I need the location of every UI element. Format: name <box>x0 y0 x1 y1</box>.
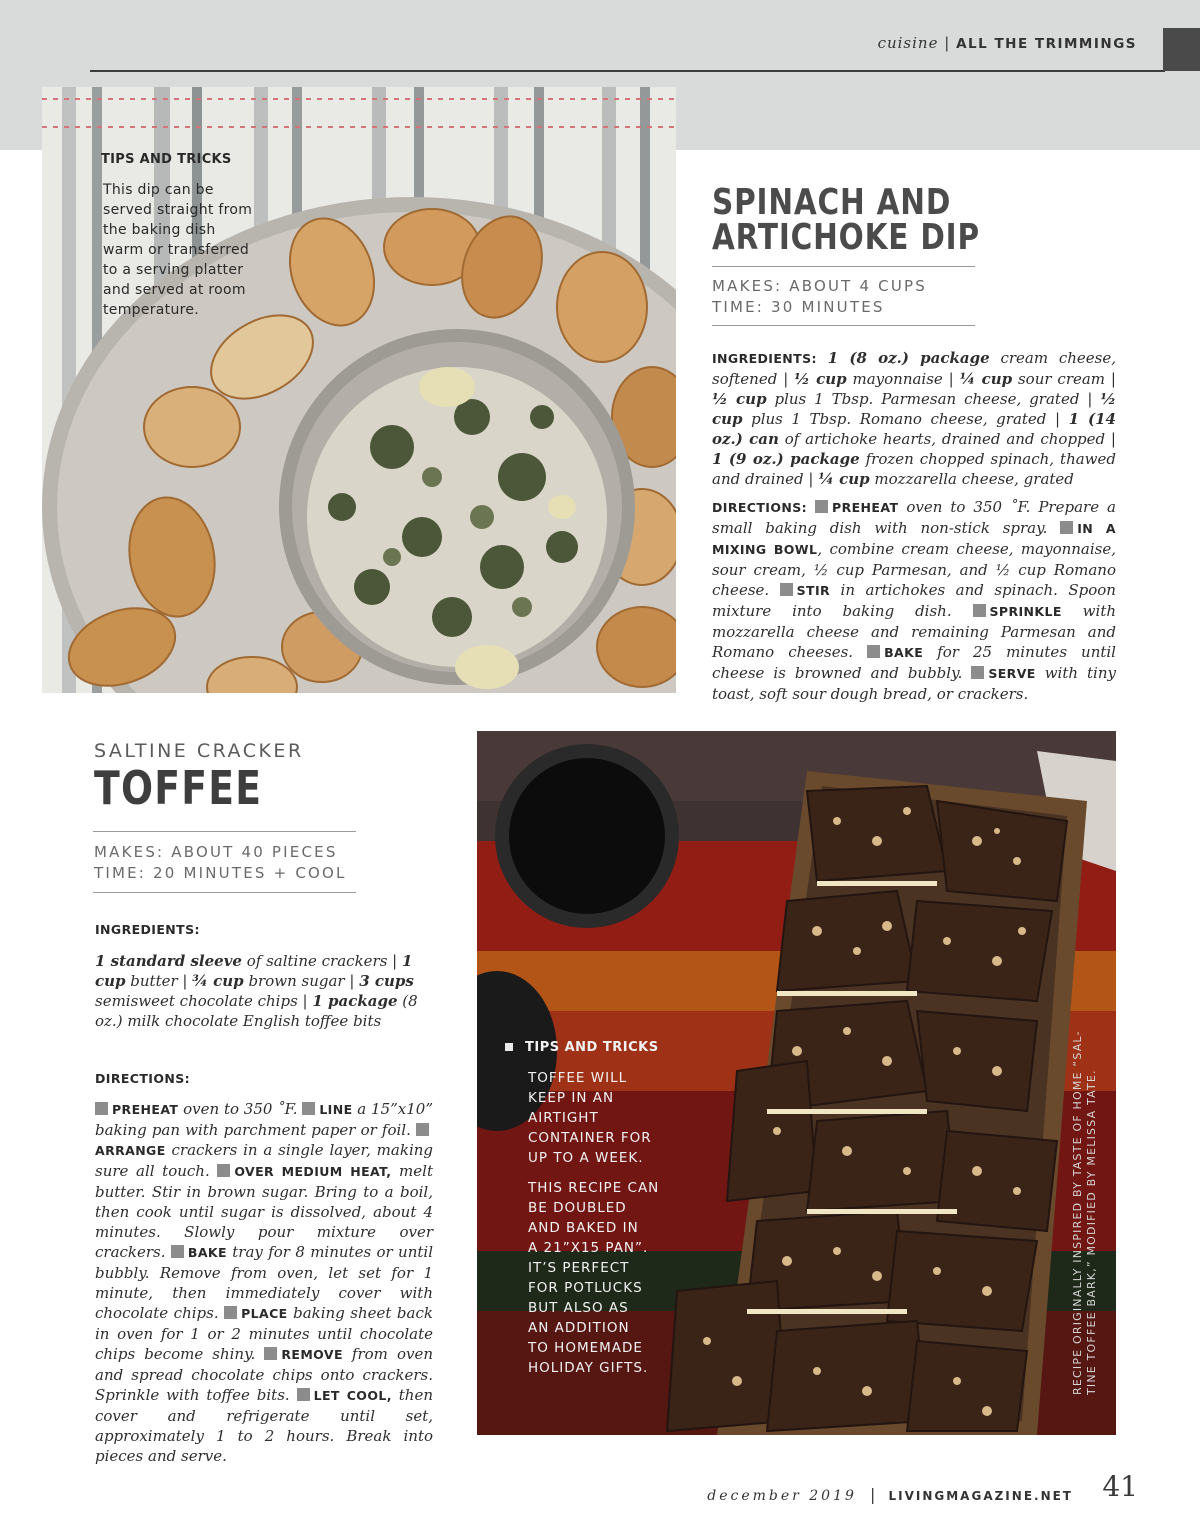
toffee-tips-line: TO HOMEMADE <box>528 1340 643 1356</box>
dip-directions <box>712 497 1116 704</box>
bullet-square-icon <box>171 1245 184 1258</box>
dip-step-label: BAKE <box>884 645 924 660</box>
dip-ingredient-qty: ½ cup <box>712 390 1116 428</box>
toffee-tips-line: FOR POTLUCKS <box>528 1280 643 1296</box>
dip-step-text: for 25 minutes until cheese is browned and bubbly. <box>712 643 1116 682</box>
toffee-ingredient-text: brown sugar | <box>243 972 360 990</box>
toffee-tips-heading: TIPS AND TRICKS <box>525 1040 659 1055</box>
toffee-subtitle: SALTINE CRACKER <box>94 740 304 762</box>
toffee-step-text: baking sheet back in oven for 1 or 2 minutes until chocolate chips become shiny. <box>95 1304 433 1363</box>
toffee-step-text: a 15”x10” baking pan with parchment paper or foil. <box>95 1100 433 1139</box>
toffee-rule-top <box>93 831 356 832</box>
dip-ingredient-text: frozen chopped spinach, thawed and drained | <box>712 450 1116 488</box>
bullet-square-icon <box>217 1164 230 1177</box>
toffee-tips-line: A 21”X15 PAN”. <box>528 1240 649 1256</box>
dip-title <box>712 182 980 258</box>
dip-step-label: SPRINKLE <box>989 604 1062 619</box>
toffee-ingredient-text: semisweet chocolate chips | <box>95 992 313 1010</box>
toffee-tips-para1 <box>528 1068 652 1168</box>
toffee-step-label: ARRANGE <box>95 1143 166 1158</box>
toffee-step-text: crackers in a single layer, making sure all touch. <box>95 1141 433 1180</box>
dip-step-text: with mozzarella cheese and remaining Parmesan and Romano cheeses. <box>712 602 1117 661</box>
dip-tips-line: and served at room <box>103 282 246 298</box>
toffee-ingredients-label: INGREDIENTS: <box>95 922 200 937</box>
dip-step-text: oven to 350 ˚F. Prepare a small baking dish with non-stick spray. <box>712 498 1116 537</box>
dip-tips-line: warm or transferred <box>103 242 250 258</box>
toffee-photo <box>477 731 1116 1435</box>
toffee-ingredient-text: butter | <box>125 972 193 990</box>
dip-ingredient-text: mozzarella cheese, grated <box>869 470 1074 488</box>
toffee-tips-line: CONTAINER FOR <box>528 1130 652 1146</box>
toffee-ingredient-qty: 1 cup <box>95 952 413 990</box>
toffee-step-text: then cover and refrigerate until set, approximately 1 to 2 hours. Break into pieces and serve. <box>95 1386 433 1465</box>
dip-step-text: in artichokes and spinach. Spoon mixture into baking dish. <box>712 581 1116 620</box>
dip-tips-line: temperature. <box>103 302 200 318</box>
bullet-square-icon <box>973 604 986 617</box>
toffee-time: TIME: 20 MINUTES + COOL <box>94 864 347 882</box>
toffee-tips-para2 <box>528 1178 659 1378</box>
toffee-title: TOFFEE <box>94 761 263 815</box>
bullet-square-icon <box>297 1388 310 1401</box>
recipe-credit <box>1071 1030 1099 1395</box>
toffee-rule-bottom <box>93 892 356 893</box>
bullet-square-icon <box>264 1347 277 1360</box>
footer-issue-date: december 2019 <box>707 1488 857 1504</box>
dip-ingredient-qty: 1 (14 oz.) can <box>712 410 1116 448</box>
tips-bullet-icon <box>505 1043 513 1051</box>
dip-title-line: ARTICHOKE DIP <box>712 217 980 258</box>
dip-time: TIME: 30 MINUTES <box>712 298 885 316</box>
section-name: cuisine <box>877 34 939 52</box>
page-footer <box>707 1485 1073 1504</box>
dip-tips-line: served straight from <box>103 202 253 218</box>
header-rule <box>90 70 1165 72</box>
dip-ingredient-text: plus 1 Tbsp. Parmesan cheese, grated | <box>766 390 1101 408</box>
toffee-tips-line: AND BAKED IN <box>528 1220 639 1236</box>
toffee-tips-line: AIRTIGHT <box>528 1110 599 1126</box>
dip-ingredient-text: of artichoke hearts, drained and chopped | <box>778 430 1116 448</box>
bullet-square-icon <box>815 500 828 513</box>
dip-directions-label: DIRECTIONS: <box>712 500 808 515</box>
toffee-step-label: OVER MEDIUM HEAT, <box>234 1164 392 1179</box>
footer-separator: | <box>870 1485 876 1504</box>
bullet-square-icon <box>302 1102 315 1115</box>
toffee-ingredients <box>95 951 433 1031</box>
toffee-step-text: tray for 8 minutes or until bubbly. Remove from oven, let set for 1 minute, then immediately cover with chocolate chips. <box>95 1243 433 1322</box>
bullet-square-icon <box>1060 521 1073 534</box>
dip-ingredients <box>712 348 1116 489</box>
dip-step-label: SERVE <box>988 666 1036 681</box>
dip-ingredient-qty: 1 (8 oz.) package <box>827 349 990 367</box>
dip-step-label: IN A MIXING BOWL <box>712 521 1116 557</box>
toffee-tips-line: HOLIDAY GIFTS. <box>528 1360 649 1376</box>
dip-step-label: STIR <box>796 583 831 598</box>
toffee-step-label: LET COOL, <box>313 1388 392 1403</box>
dip-ingredients-label: INGREDIENTS: <box>712 351 817 366</box>
dip-ingredient-qty: ¼ cup <box>818 470 870 488</box>
toffee-ingredient-text: (8 oz.) milk chocolate English toffee bits <box>95 992 418 1030</box>
dip-rule-bottom <box>712 325 975 326</box>
bullet-square-icon <box>416 1123 429 1136</box>
dip-step-text: , combine cream cheese, mayonnaise, sour cream, ½ cup Parmesan, and ½ cup Romano cheese. <box>712 540 1117 599</box>
toffee-tips-line: IT’S PERFECT <box>528 1260 630 1276</box>
dip-tips-line: to a serving platter <box>103 262 244 278</box>
dip-ingredient-text: plus 1 Tbsp. Romano cheese, grated | <box>742 410 1069 428</box>
toffee-ingredient-qty: 3 cups <box>359 972 414 990</box>
toffee-ingredient-qty: 1 standard sleeve <box>95 952 242 970</box>
dip-photo <box>42 87 676 693</box>
page-number: 41 <box>1102 1470 1138 1503</box>
bullet-square-icon <box>971 666 984 679</box>
recipe-credit-line: RECIPE ORIGINALLY INSPIRED BY TASTE OF HOME “SAL- <box>1071 1030 1084 1395</box>
toffee-directions-label: DIRECTIONS: <box>95 1071 191 1086</box>
dip-tips-line: This dip can be <box>103 182 214 198</box>
dip-ingredient-qty: ¼ cup <box>959 370 1013 388</box>
toffee-step-text: melt butter. Stir in brown sugar. Bring to a boil, then cook until sugar is dissolved, about 4 minutes. Slowly pour mixture over crackers. <box>95 1162 433 1261</box>
dip-step-label: PREHEAT <box>832 500 899 515</box>
bullet-square-icon <box>224 1306 237 1319</box>
toffee-ingredient-text: of saltine crackers | <box>241 952 402 970</box>
toffee-ingredient-qty: ¾ cup <box>192 972 244 990</box>
toffee-step-text: from oven and spread chocolate chips onto crackers. Sprinkle with toffee bits. <box>95 1345 433 1404</box>
toffee-step-text: oven to 350 ˚F. <box>178 1100 298 1118</box>
toffee-tips-line: THIS RECIPE CAN <box>528 1180 660 1196</box>
toffee-step-label: PLACE <box>241 1306 288 1321</box>
toffee-tips-line: BE DOUBLED <box>528 1200 627 1216</box>
dip-ingredient-text: mayonnaise | <box>846 370 960 388</box>
dip-ingredient-qty: ½ cup <box>794 370 847 388</box>
dip-title-line: SPINACH AND <box>712 182 952 223</box>
footer-website: LIVINGMAGAZINE.NET <box>888 1489 1073 1503</box>
toffee-makes: MAKES: ABOUT 40 PIECES <box>94 843 338 861</box>
toffee-tips-line: BUT ALSO AS <box>528 1300 629 1316</box>
dip-tips-text <box>103 180 252 320</box>
dip-photo-illustration <box>42 87 676 693</box>
section-header <box>878 34 1137 52</box>
bullet-square-icon <box>867 645 880 658</box>
dip-ingredient-text: sour cream | <box>1012 370 1116 388</box>
toffee-tips-line: AN ADDITION <box>528 1320 630 1336</box>
bullet-square-icon <box>95 1102 108 1115</box>
dip-rule-top <box>712 266 975 267</box>
dip-tips-line: the baking dish <box>103 222 216 238</box>
toffee-step-label: LINE <box>319 1102 353 1117</box>
toffee-ingredient-qty: 1 package <box>312 992 398 1010</box>
dip-ingredient-text: cream cheese, softened | <box>712 349 1116 388</box>
header-tab-block <box>1163 28 1200 71</box>
toffee-step-label: REMOVE <box>281 1347 343 1362</box>
toffee-tips-line: TOFFEE WILL <box>528 1070 628 1086</box>
bullet-square-icon <box>780 583 793 596</box>
dip-ingredient-qty: 1 (9 oz.) package <box>712 450 860 468</box>
toffee-tips-line: UP TO A WEEK. <box>528 1150 644 1166</box>
header-separator: | <box>944 34 951 52</box>
dip-ingredient-qty: ½ cup <box>712 390 767 408</box>
toffee-directions <box>95 1099 433 1466</box>
section-topic: ALL THE TRIMMINGS <box>956 36 1137 52</box>
toffee-tips-line: KEEP IN AN <box>528 1090 615 1106</box>
dip-step-text: with tiny toast, soft sour dough bread, or crackers. <box>712 664 1116 703</box>
toffee-step-label: PREHEAT <box>112 1102 179 1117</box>
dip-tips-heading: TIPS AND TRICKS <box>101 152 232 167</box>
dip-makes: MAKES: ABOUT 4 CUPS <box>712 277 927 295</box>
toffee-step-label: BAKE <box>187 1245 227 1260</box>
recipe-credit-line: TINE TOFFEE BARK,” MODIFIED BY MELISSA TATE. <box>1085 1069 1098 1395</box>
